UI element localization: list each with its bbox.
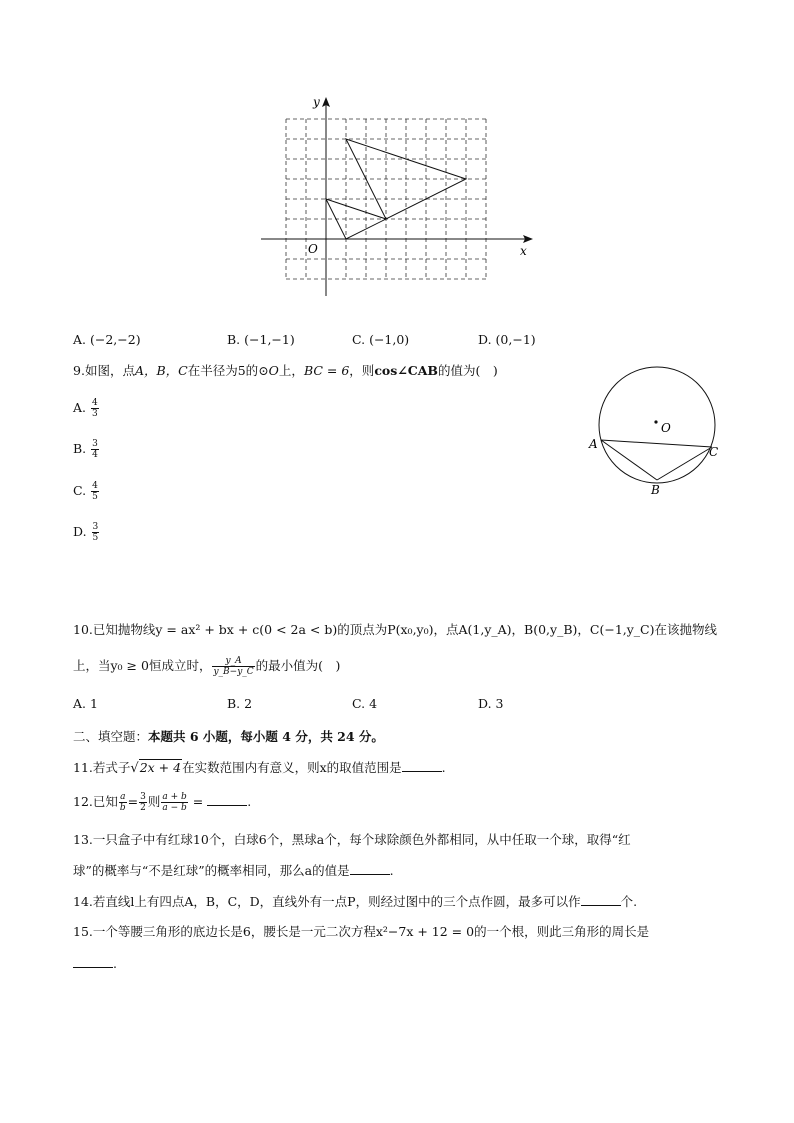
chord-ac: [601, 440, 712, 447]
q15-line1: 15.一个等腰三角形的底边长是6，腰长是一元二次方程x²−7x + 12 = 0的一个根，则此三角形的周长是: [73, 924, 650, 939]
label-o: O: [661, 421, 671, 435]
q15-line2: .: [73, 955, 117, 972]
q9-option-c: C. $\frac{4}{5}$: [73, 481, 98, 502]
q12-blank: [207, 793, 247, 806]
q10-line1: 10.已知抛物线y = ax² + bx + c(0 < 2a < b)的顶点为P(x₀,y₀)，点A(1,y_A)，B(0,y_B)，C(−1,y_C)在该抛物线: [73, 622, 717, 637]
triangles: [326, 139, 466, 239]
label-a: A: [589, 437, 598, 451]
q14: 14.若直线l上有四点A，B，C，D，直线外有一点P，则经过图中的三个点作圆，最多可以作 个.: [73, 894, 638, 909]
chord-bc: [657, 447, 712, 480]
q9-option-a: A. $\frac{4}{3}$: [73, 398, 98, 419]
circle-o: [599, 367, 715, 483]
q13-line2: 球”的概率与“不是红球”的概率相同，那么a的值是 .: [73, 863, 394, 878]
q15-blank: [73, 955, 113, 968]
y-axis-label: y: [313, 95, 320, 109]
q8-option-d: D. (0,−1): [478, 332, 536, 347]
q8-option-a: A. (−2,−2): [73, 332, 141, 347]
q9-option-b: B. $\frac{3}{4}$: [73, 439, 98, 460]
q13-blank: [350, 862, 390, 875]
q13-line1: 13.一只盒子中有红球10个，白球6个，黑球a个，每个球除颜色外都相同，从中任取一个球，取得“红: [73, 832, 631, 847]
center-point: [654, 420, 657, 423]
q10-line2: 上，当y₀ ≥ 0恒成立时， $\frac{y\_A}{y\_B-y\_C}$ 的最小值为( ): [73, 656, 341, 677]
q9-option-d: D. $\frac{3}{5}$: [73, 522, 99, 543]
q14-blank: [581, 893, 621, 906]
label-c: C: [709, 445, 719, 459]
origin-label: O: [308, 242, 318, 256]
q12: 12.已知 $\frac{a}{b}$ = $\frac{3}{2}$ 则 $\frac{a + b}{a - b}$ = .: [73, 792, 252, 813]
label-b: B: [651, 483, 660, 497]
q10-option-a: A. 1: [73, 696, 98, 711]
x-axis-label: x: [520, 244, 527, 258]
q8-option-c: C. (−1,0): [352, 332, 410, 347]
q10-option-b: B. 2: [227, 696, 253, 711]
q9-stem: 9.如图，点A，B，C在半径为5的⊙O上，BC = 6，则cos∠CAB的值为( ): [73, 363, 498, 378]
q10-option-d: D. 3: [478, 696, 504, 711]
grid-figure: [255, 90, 545, 305]
q8-option-b: B. (−1,−1): [227, 332, 295, 347]
section-2-header: 二、填空题：本题共 6 小题，每小题 4 分，共 24 分。: [73, 729, 384, 744]
q10-option-c: C. 4: [352, 696, 378, 711]
q11-blank: [402, 759, 442, 772]
circle-figure: [585, 355, 725, 500]
q11: 11.若式子√2x + 4在实数范围内有意义，则x的取值范围是 .: [73, 760, 446, 776]
axes: [261, 100, 531, 296]
chord-ab: [601, 440, 657, 480]
